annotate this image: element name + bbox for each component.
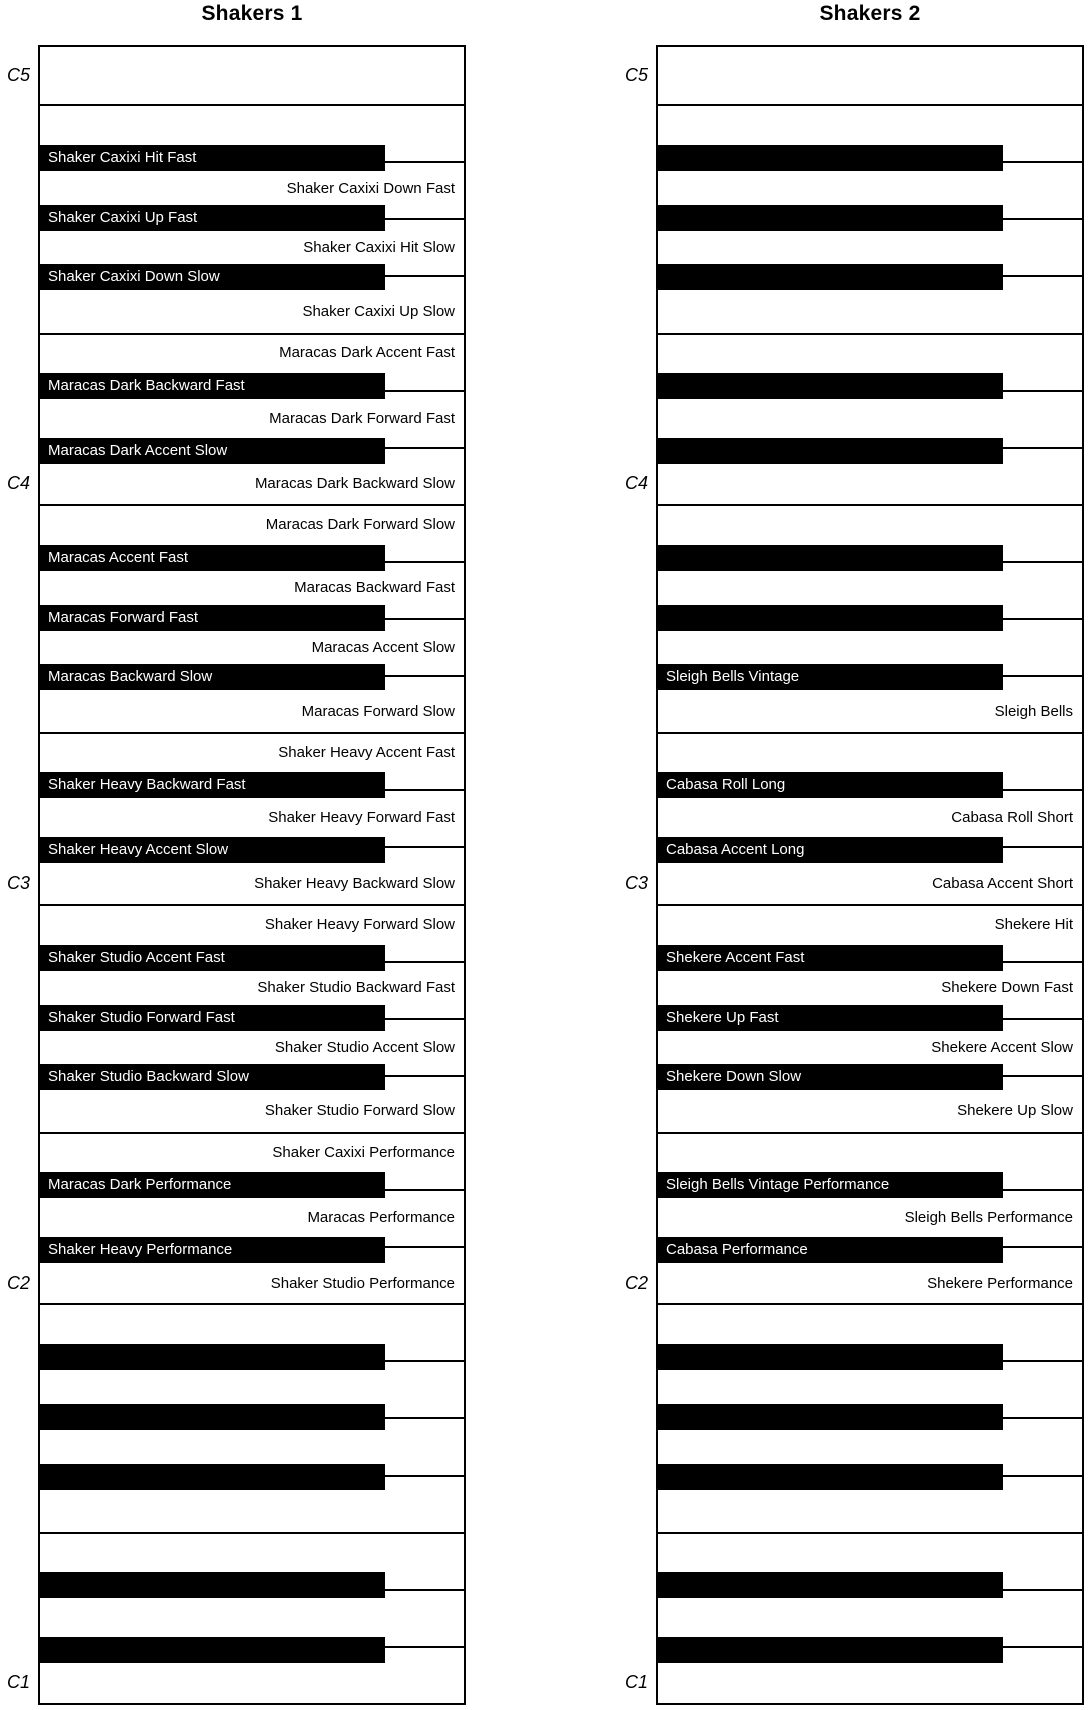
key-label-f-sharp-2: Shaker Studio Backward Slow (48, 1067, 249, 1085)
key-label-c3: Cabasa Accent Short (932, 874, 1073, 892)
black-key-c-sharp-1 (658, 1637, 1003, 1663)
key-label-d4: Maracas Dark Forward Fast (269, 409, 455, 427)
key-label-d-sharp-3: Cabasa Roll Long (666, 776, 786, 794)
black-key-f-sharp-1 (658, 1464, 1003, 1490)
key-label-f-sharp-3: Sleigh Bells Vintage (666, 668, 800, 686)
key-label-a2: Shaker Studio Backward Fast (257, 979, 455, 997)
black-key-g-sharp-2 (658, 1005, 1003, 1031)
octave-marker-c5: C5 (624, 65, 648, 86)
key-label-g3: Maracas Accent Slow (311, 639, 455, 657)
black-key-d-sharp-2 (658, 1172, 1003, 1198)
black-key-g-sharp-4 (40, 205, 385, 231)
octave-marker-c5: C5 (6, 65, 30, 86)
black-key-c-sharp-3 (658, 837, 1003, 863)
key-label-a-sharp-3: Maracas Accent Fast (48, 548, 189, 566)
black-key-g-sharp-1 (40, 1404, 385, 1430)
key-label-g-sharp-4: Shaker Caxixi Up Fast (48, 209, 198, 227)
keyboard-shakers-1 (6, 45, 466, 1705)
octave-marker-c2: C2 (624, 1272, 648, 1293)
key-label-f4: Shaker Caxixi Up Slow (302, 302, 455, 320)
keyboard-title-shakers-1: Shakers 1 (201, 2, 303, 25)
keyboard-title-shakers-2: Shakers 2 (819, 2, 921, 25)
key-label-e3: Shaker Heavy Accent Fast (278, 743, 455, 761)
black-key-a-sharp-2 (658, 945, 1003, 971)
key-label-a-sharp-2: Shaker Studio Accent Fast (48, 948, 225, 966)
key-label-d-sharp-3: Shaker Heavy Backward Fast (48, 776, 246, 794)
key-label-d2: Sleigh Bells Performance (904, 1209, 1073, 1227)
key-label-g2: Shaker Studio Accent Slow (274, 1038, 455, 1056)
black-key-d-sharp-1 (40, 1572, 385, 1598)
key-label-c-sharp-4: Maracas Dark Accent Slow (48, 441, 228, 459)
black-key-g-sharp-4 (658, 205, 1003, 231)
key-label-d3: Cabasa Roll Short (951, 809, 1073, 827)
black-key-a-sharp-1 (658, 1344, 1003, 1370)
key-label-f2: Shekere Up Slow (957, 1102, 1073, 1120)
black-key-a-sharp-3 (658, 545, 1003, 571)
black-key-f-sharp-3 (658, 664, 1003, 690)
black-key-f-sharp-4 (658, 264, 1003, 290)
key-label-d3: Shaker Heavy Forward Fast (268, 809, 455, 827)
black-key-c-sharp-2 (658, 1237, 1003, 1263)
octave-marker-c1: C1 (6, 1672, 30, 1693)
key-label-c2: Shaker Studio Performance (270, 1274, 455, 1292)
octave-marker-c2: C2 (6, 1272, 30, 1293)
black-key-d-sharp-2 (40, 1172, 385, 1198)
black-key-d-sharp-1 (658, 1572, 1003, 1598)
black-key-c-sharp-3 (40, 837, 385, 863)
key-label-a-sharp-4: Shaker Caxixi Hit Fast (48, 149, 197, 167)
black-key-f-sharp-1 (40, 1464, 385, 1490)
key-label-d-sharp-2: Sleigh Bells Vintage Performance (666, 1176, 890, 1194)
key-label-f-sharp-2: Shekere Down Slow (666, 1067, 802, 1085)
key-label-c-sharp-3: Shaker Heavy Accent Slow (48, 841, 229, 859)
black-key-f-sharp-4 (40, 264, 385, 290)
octave-marker-c4: C4 (624, 473, 648, 494)
key-label-d-sharp-2: Maracas Dark Performance (48, 1176, 232, 1194)
black-key-a-sharp-4 (40, 145, 385, 171)
octave-marker-c1: C1 (624, 1672, 648, 1693)
black-key-g-sharp-1 (658, 1404, 1003, 1430)
black-key-a-sharp-4 (658, 145, 1003, 171)
keyboard-section-shakers-1 (6, 2, 466, 1705)
black-key-f-sharp-2 (658, 1064, 1003, 1090)
black-key-d-sharp-4 (40, 373, 385, 399)
black-key-c-sharp-4 (40, 438, 385, 464)
key-label-f3: Maracas Forward Slow (301, 702, 455, 720)
key-label-c-sharp-2: Cabasa Performance (666, 1241, 808, 1259)
key-label-f3: Sleigh Bells (994, 702, 1073, 720)
key-label-f-sharp-4: Shaker Caxixi Down Slow (48, 268, 220, 286)
key-label-g-sharp-2: Shaker Studio Forward Fast (48, 1008, 235, 1026)
black-key-f-sharp-3 (40, 664, 385, 690)
octave-marker-c4: C4 (6, 473, 30, 494)
black-key-g-sharp-3 (658, 605, 1003, 631)
key-label-e2: Shaker Caxixi Performance (272, 1143, 455, 1161)
key-label-d-sharp-4: Maracas Dark Backward Fast (48, 376, 245, 394)
octave-marker-c3: C3 (6, 872, 30, 893)
black-key-c-sharp-4 (658, 438, 1003, 464)
key-label-c2: Shekere Performance (927, 1274, 1073, 1292)
key-label-g-sharp-2: Shekere Up Fast (666, 1008, 779, 1026)
key-label-e4: Maracas Dark Accent Fast (279, 344, 455, 362)
black-key-a-sharp-2 (40, 945, 385, 971)
key-label-b2: Shaker Heavy Forward Slow (264, 915, 455, 933)
key-label-a-sharp-2: Shekere Accent Fast (666, 948, 805, 966)
black-key-d-sharp-3 (40, 772, 385, 798)
keyboard-section-shakers-2 (624, 2, 1084, 1705)
key-label-c-sharp-3: Cabasa Accent Long (666, 841, 805, 859)
black-key-c-sharp-1 (40, 1637, 385, 1663)
black-key-g-sharp-3 (40, 605, 385, 631)
key-label-d2: Maracas Performance (307, 1209, 455, 1227)
key-label-f-sharp-3: Maracas Backward Slow (48, 668, 213, 686)
key-label-f2: Shaker Studio Forward Slow (264, 1102, 455, 1120)
black-key-d-sharp-3 (658, 772, 1003, 798)
black-key-c-sharp-2 (40, 1237, 385, 1263)
black-key-a-sharp-1 (40, 1344, 385, 1370)
black-key-g-sharp-2 (40, 1005, 385, 1031)
keyboard-shakers-2 (624, 45, 1084, 1705)
key-label-a2: Shekere Down Fast (941, 979, 1073, 997)
key-label-g4: Shaker Caxixi Hit Slow (303, 239, 455, 257)
black-key-a-sharp-3 (40, 545, 385, 571)
key-label-c4: Maracas Dark Backward Slow (254, 475, 455, 493)
octave-marker-c3: C3 (624, 872, 648, 893)
key-label-g-sharp-3: Maracas Forward Fast (48, 609, 199, 627)
black-key-d-sharp-4 (658, 373, 1003, 399)
key-label-c-sharp-2: Shaker Heavy Performance (48, 1241, 233, 1259)
key-label-b2: Shekere Hit (994, 915, 1073, 933)
key-label-a3: Maracas Backward Fast (294, 579, 455, 597)
key-label-a4: Shaker Caxixi Down Fast (286, 179, 455, 197)
white-key-c5 (658, 47, 1082, 104)
white-key-c5 (40, 47, 464, 104)
key-label-b3: Maracas Dark Forward Slow (265, 515, 455, 533)
black-key-f-sharp-2 (40, 1064, 385, 1090)
key-label-c3: Shaker Heavy Backward Slow (254, 874, 455, 892)
key-label-g2: Shekere Accent Slow (931, 1038, 1073, 1056)
